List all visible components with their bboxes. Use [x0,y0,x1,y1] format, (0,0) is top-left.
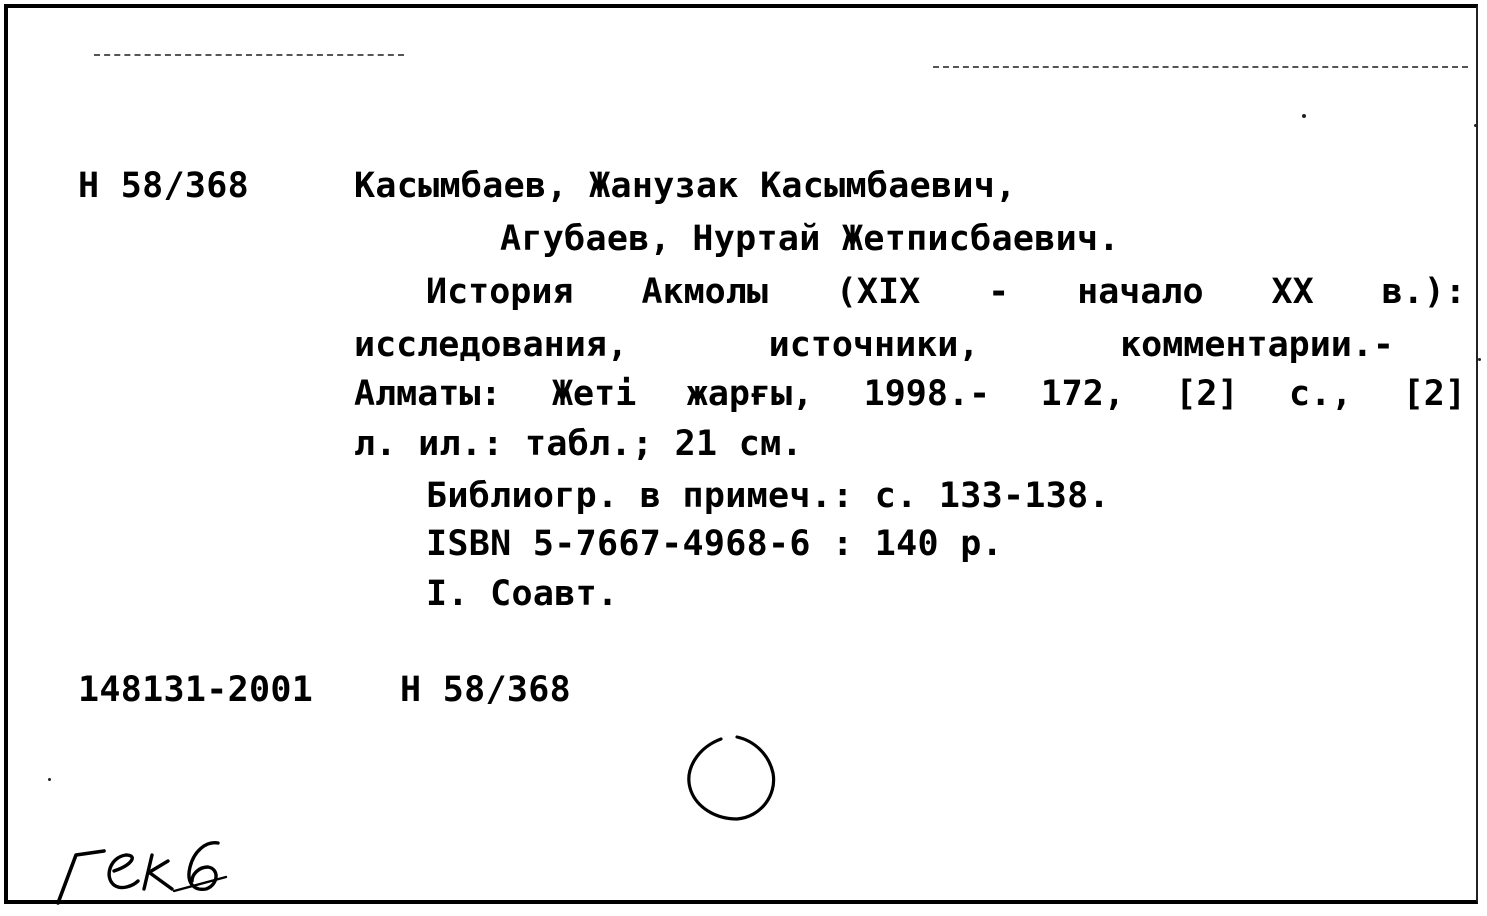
author-heading: Касымбаев, Жанузак Касымбаевич, [354,166,1017,206]
word: (XIX [835,272,921,312]
speck [1478,358,1481,361]
speck [1302,114,1306,118]
coauthor-entry: I. Соавт. [426,574,619,614]
word: [2] [1402,374,1466,414]
hand-drawn-circle-mark [681,733,783,827]
speck [1474,124,1477,127]
word: История [426,272,574,312]
isbn-price: ISBN 5-7667-4968-6 : 140 р. [426,524,1004,564]
coauthor-heading: Агубаев, Нуртай Жетписбаевич. [500,219,1120,259]
physical-description: л. ил.: табл.; 21 см. [354,424,803,464]
handwritten-note-signature [48,833,238,913]
word: 1998.- [863,374,991,414]
word: начало [1077,272,1204,312]
word: XX [1271,272,1314,312]
inventory-number: 148131-2001 [78,670,314,710]
word: исследования, [354,325,628,365]
bibliography-note: Библиогр. в примеч.: с. 133-138. [426,476,1110,516]
title-line-1 [426,272,1466,312]
word: 172, [1040,374,1125,414]
imprint-line [354,374,1466,414]
top-rule-left [94,54,404,56]
shelf-mark: Н 58/368 [78,166,249,206]
word: источники, [768,325,980,365]
title-line-2 [354,325,1394,365]
word: с., [1289,374,1353,414]
word: комментарии.- [1120,325,1394,365]
word: в.): [1381,272,1466,312]
word: жарғы, [686,374,814,414]
top-rule-right [933,66,1468,68]
speck [48,778,51,781]
word: Алматы: [354,374,502,414]
word: - [988,272,1010,312]
inventory-shelf-mark: Н 58/368 [400,670,571,710]
word: Жеті [551,374,637,414]
word: [2] [1175,374,1239,414]
catalog-card [4,4,1478,904]
word: Акмолы [641,272,768,312]
